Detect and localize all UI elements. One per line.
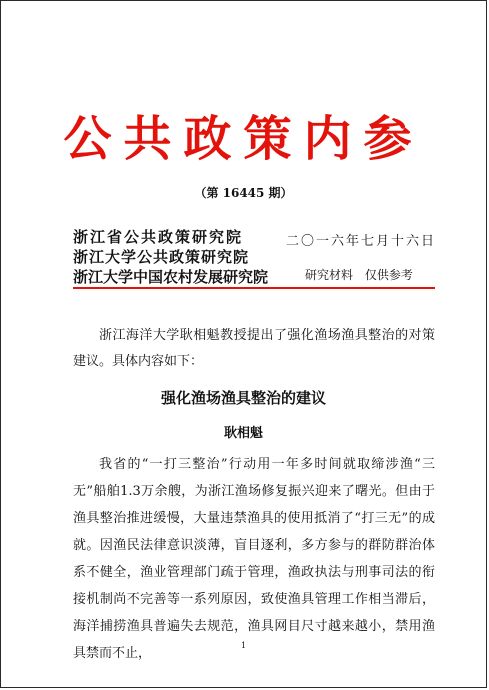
institute-name: 浙江大学公共政策研究院 [73,248,250,266]
institute-name: 浙江大学中国农村发展研究院 [73,268,269,286]
distribution-note: 研究材料 仅供参考 [305,268,413,282]
issue-number: （第 16445 期） [194,186,293,200]
institute-list [73,227,268,287]
article-title: 强化渔场渔具整治的建议 [160,389,326,407]
article-author: 耿相魁 [223,426,263,441]
page-number: 1 [240,641,247,650]
institute-name: 浙江省公共政策研究院 [73,228,244,246]
publication-date: 二〇一六年七月十六日 [286,234,437,249]
body-paragraph: 我省的“一打三整治”行动用一年多时间就取缔涉渔“三无”船舶1.3万余艘，为浙江渔场修复振兴迎来了曙光。但由于渔具整治推进缓慢，大量违禁渔具的使用抵消了“打三无”的成就。因渔民法律意识淡薄，盲目逐利，多方参与的群防群治体系不健全，渔业管理部门疏于管理，渔政执法与刑事司法的衔接机制尚不完善等一系列原因，致使渔具管理工作相当滞后，海洋捕捞渔具普遍失去规范，渔具网目尺寸越来越小，禁用渔具禁而不止， [73,457,435,661]
header-divider [73,287,435,289]
masthead-title: 公共政策内参 [63,111,424,167]
intro-paragraph: 浙江海洋大学耿相魁教授提出了强化渔场渔具整治的对策建议。具体内容如下： [73,328,435,369]
